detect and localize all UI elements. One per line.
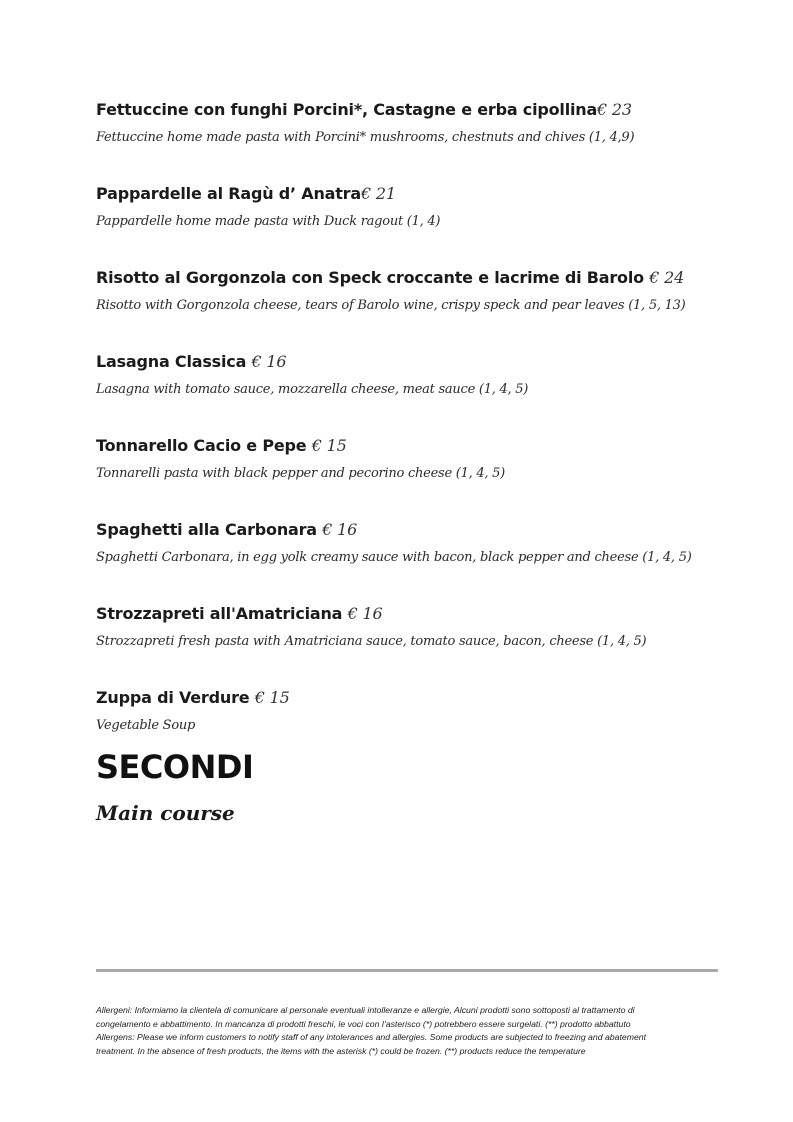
dish-name: Risotto al Gorgonzola con Speck croccante e lacrime di Barolo — [96, 268, 650, 287]
menu-item — [96, 182, 718, 235]
allergen-notice-line: Allergens: Please we inform customers to notify staff of any intolerances and allergies. Some products are subjected to freezing and abatement — [96, 1032, 647, 1043]
dish-title — [96, 350, 718, 374]
footer-divider — [96, 969, 718, 972]
dish-name: Spaghetti alla Carbonara — [96, 520, 323, 539]
dish-title — [96, 182, 718, 206]
menu-item — [96, 686, 718, 739]
dish-description: Tonnarelli pasta with black pepper and pecorino cheese (1, 4, 5) — [96, 466, 506, 481]
dish-price: € 16 — [251, 352, 287, 371]
dish-description: Fettuccine home made pasta with Porcini* mushrooms, chestnuts and chives (1, 4,9) — [96, 130, 635, 145]
allergen-notice — [96, 1004, 720, 1058]
dish-name: Pappardelle al Ragù d’ Anatra — [96, 184, 361, 203]
dish-description: Pappardelle home made pasta with Duck ragout (1, 4) — [96, 214, 441, 229]
dish-title — [96, 518, 718, 542]
dish-price: € 16 — [347, 604, 383, 623]
dish-title — [96, 266, 718, 290]
dish-name: Tonnarello Cacio e Pepe — [96, 436, 312, 455]
menu-item — [96, 266, 718, 319]
allergen-notice-line: treatment. In the absence of fresh products, the items with the asterisk (*) could be frozen. (**) products reduce the temperature — [96, 1045, 586, 1056]
dish-name: Fettuccine con funghi Porcini*, Castagne e erba cipollina — [96, 100, 598, 119]
dish-name: Strozzapreti all'Amatriciana — [96, 604, 348, 623]
dish-title — [96, 434, 718, 458]
section-subtitle: Main course — [96, 801, 235, 825]
dish-price: € 15 — [254, 688, 290, 707]
dish-price: € 23 — [597, 100, 632, 119]
dish-price: € 15 — [311, 436, 347, 455]
menu-page — [96, 98, 718, 827]
dish-price: € 16 — [322, 520, 358, 539]
dish-title — [96, 686, 718, 710]
allergen-notice-line: Allergeni: Informiamo la clientela di comunicare al personale eventuali intolleranze e allergie, Alcuni prodotti sono sottoposti al trattamento di — [96, 1005, 635, 1015]
dish-description: Lasagna with tomato sauce, mozzarella cheese, meat sauce (1, 4, 5) — [96, 382, 529, 397]
dish-description: Strozzapreti fresh pasta with Amatriciana sauce, tomato sauce, bacon, cheese (1, 4, 5) — [96, 634, 647, 649]
dish-title — [96, 602, 718, 626]
menu-item — [96, 350, 718, 403]
menu-item — [96, 98, 718, 151]
menu-item — [96, 602, 718, 655]
section-title: SECONDI — [96, 748, 254, 786]
dish-price: € 24 — [649, 268, 685, 287]
allergen-notice-line: congelamento e abbattimento. In mancanza di prodotti freschi, le voci con l’asterisco (*) potrebbero essere surgelati. (**) prodotto abbattuto — [96, 1018, 631, 1029]
dish-name: Lasagna Classica — [96, 352, 252, 371]
menu-item — [96, 434, 718, 487]
dish-name: Zuppa di Verdure — [96, 688, 255, 707]
dish-title — [96, 98, 718, 122]
dish-description: Risotto with Gorgonzola cheese, tears of Barolo wine, crispy speck and pear leaves (1, 5, 13) — [96, 298, 686, 313]
dish-description: Vegetable Soup — [96, 718, 196, 733]
dish-price: € 21 — [360, 184, 396, 203]
dish-description: Spaghetti Carbonara, in egg yolk creamy sauce with bacon, black pepper and cheese (1, 4, 5) — [96, 550, 692, 565]
menu-item — [96, 518, 718, 571]
